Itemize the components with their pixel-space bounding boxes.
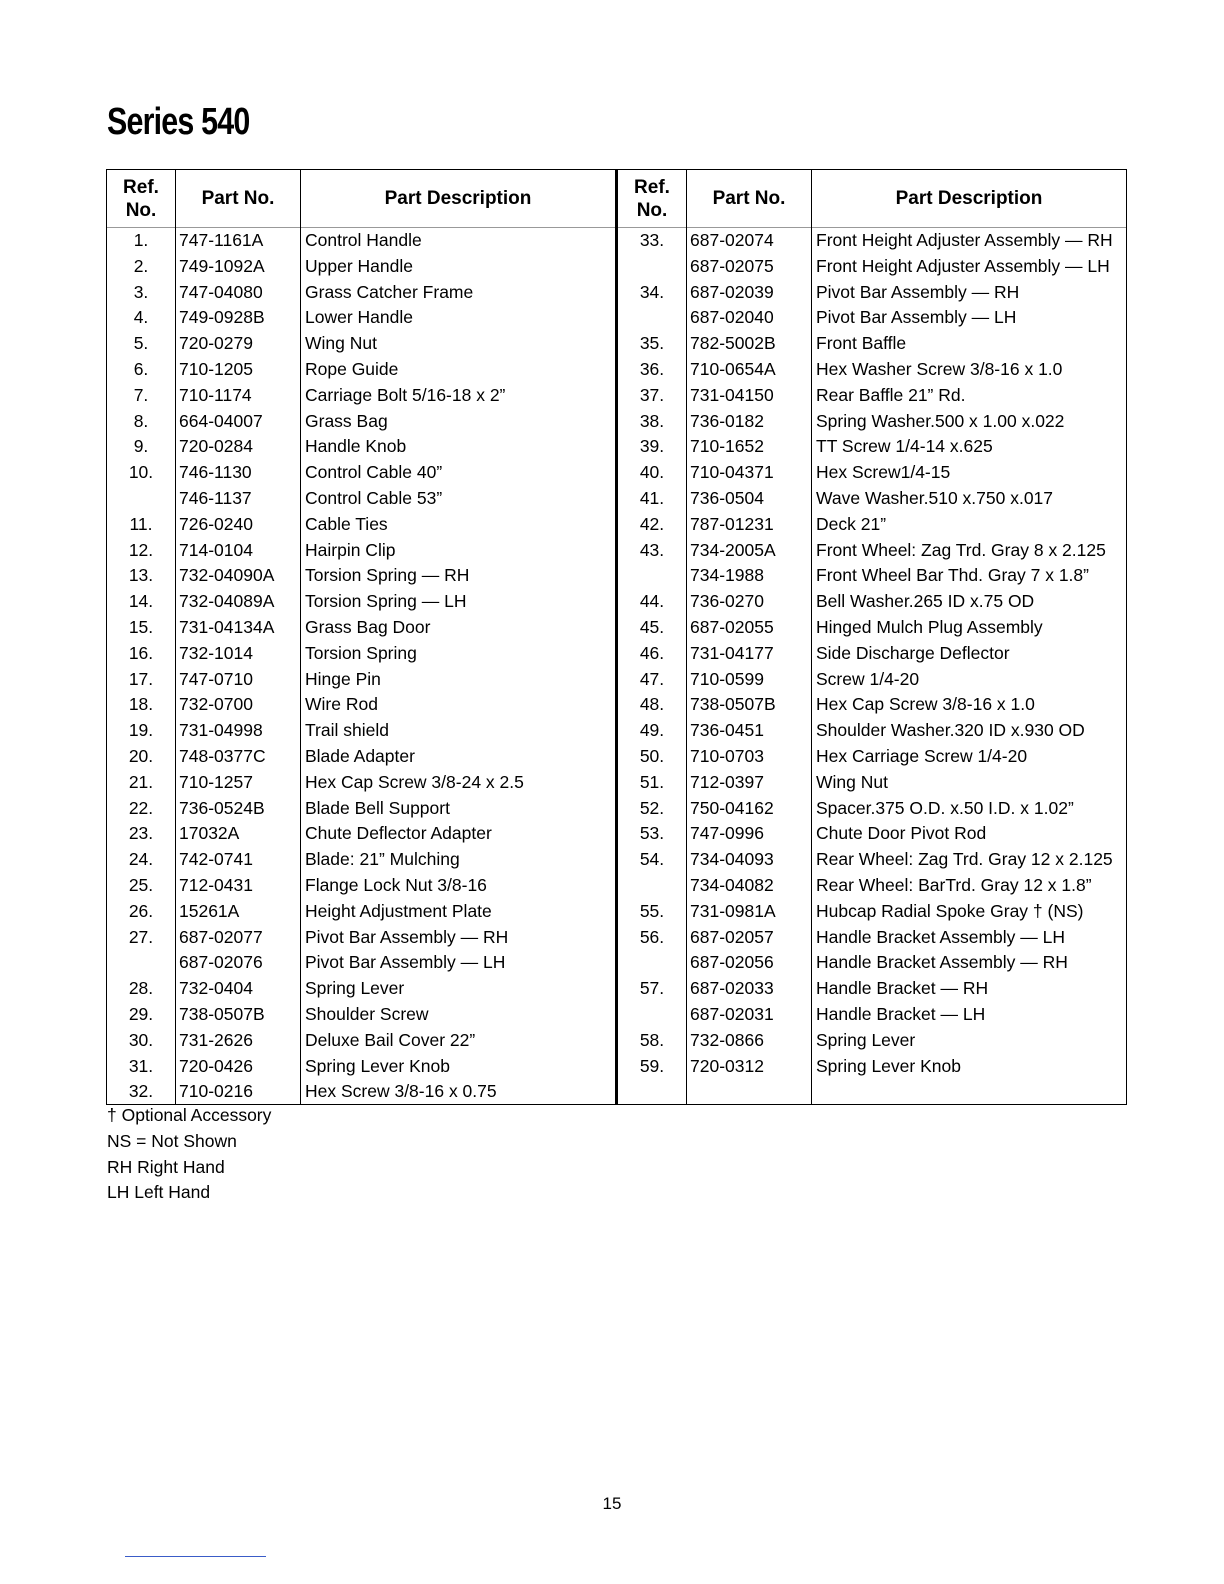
part-no-cell: 687-02057 <box>690 926 774 947</box>
part-description-cell: Lower Handle <box>305 307 413 328</box>
ref-no-cell: 7. <box>133 384 149 405</box>
part-no-cell: 731-2626 <box>179 1029 253 1050</box>
table-row <box>107 280 615 306</box>
part-no-cell: 736-0504 <box>690 487 764 508</box>
table-row <box>107 460 615 486</box>
footnote: LH Left Hand <box>107 1182 211 1203</box>
part-description-cell: Rope Guide <box>305 358 399 379</box>
ref-no-cell: 40. <box>639 462 665 483</box>
part-no-cell: 712-0397 <box>690 771 764 792</box>
part-description-cell: Grass Catcher Frame <box>305 281 474 302</box>
part-description-cell: Spring Lever Knob <box>816 1055 961 1076</box>
table-row <box>618 718 1126 744</box>
part-no-cell: 731-04150 <box>690 384 774 405</box>
part-description-cell: Trail shield <box>305 720 389 741</box>
ref-no-cell: 55. <box>639 900 665 921</box>
part-no-cell: 747-0710 <box>179 668 253 689</box>
table-row <box>618 899 1126 925</box>
table-row <box>107 976 615 1002</box>
ref-no-cell: 54. <box>639 849 665 870</box>
footnote: NS = Not Shown <box>107 1130 237 1151</box>
part-description-cell: Grass Bag <box>305 410 388 431</box>
part-description-cell: Pivot Bar Assembly — RH <box>305 926 509 947</box>
ref-no-cell: 25. <box>128 874 154 895</box>
table-row <box>618 280 1126 306</box>
part-description-cell: Rear Wheel: BarTrd. Gray 12 x 1.8” <box>816 874 1092 895</box>
ref-no-cell: 11. <box>129 513 153 534</box>
part-no-cell: 732-0866 <box>690 1029 764 1050</box>
part-description-cell: Upper Handle <box>305 255 413 276</box>
ref-no-cell: 38. <box>639 410 665 431</box>
ref-no-cell: 31. <box>128 1055 154 1076</box>
part-no-cell: 749-0928B <box>179 307 265 328</box>
part-no-cell: 687-02076 <box>179 952 263 973</box>
header-part-no: Part No. <box>687 170 811 228</box>
part-description-cell: Hex Washer Screw 3/8-16 x 1.0 <box>816 358 1063 379</box>
part-no-cell: 687-02031 <box>690 1003 774 1024</box>
table-row <box>107 1028 615 1054</box>
part-no-cell: 687-02055 <box>690 616 774 637</box>
part-description-cell: Handle Bracket Assembly — LH <box>816 926 1065 947</box>
part-no-cell: 710-04371 <box>690 462 774 483</box>
part-no-cell: 17032A <box>179 823 240 844</box>
part-no-cell: 782-5002B <box>690 333 776 354</box>
table-row <box>618 821 1126 847</box>
part-no-cell: 747-0996 <box>690 823 764 844</box>
part-description-cell: Hex Carriage Screw 1/4-20 <box>816 745 1028 766</box>
table-row <box>618 667 1126 693</box>
ref-no-cell: 16. <box>128 642 154 663</box>
table-row <box>107 925 615 951</box>
page-number: 15 <box>602 1494 622 1513</box>
ref-no-cell: 1. <box>133 230 149 250</box>
part-description-cell: Shoulder Screw <box>305 1003 429 1024</box>
part-no-cell: 787-01231 <box>690 513 774 534</box>
part-no-cell: 749-1092A <box>179 255 265 276</box>
part-description-cell: Spring Lever <box>305 978 405 999</box>
ref-no-cell: 22. <box>128 797 154 818</box>
table-row <box>107 950 615 976</box>
table-row <box>107 538 615 564</box>
table-row <box>107 847 615 873</box>
table-row <box>618 770 1126 796</box>
part-no-cell: 720-0284 <box>179 436 253 457</box>
footnotes <box>107 1103 271 1206</box>
ref-no-cell: 52. <box>639 797 665 818</box>
part-description-cell: Hex Screw 3/8-16 x 0.75 <box>305 1081 497 1102</box>
table-row <box>618 409 1126 435</box>
ref-no-cell: 29. <box>128 1003 154 1024</box>
ref-no-cell: 44. <box>639 591 665 612</box>
part-description-cell: Wing Nut <box>305 333 377 354</box>
table-row <box>618 641 1126 667</box>
table-row <box>618 589 1126 615</box>
table-row <box>107 383 615 409</box>
table-row <box>107 1079 615 1105</box>
table-row <box>107 357 615 383</box>
part-no-cell: 687-02074 <box>690 230 774 250</box>
parts-table <box>106 169 1125 1105</box>
table-row <box>107 228 615 254</box>
part-no-cell: 687-02039 <box>690 281 774 302</box>
part-no-cell: 732-04089A <box>179 591 275 612</box>
table-row <box>618 1054 1126 1080</box>
table-row <box>107 770 615 796</box>
ref-no-cell: 30. <box>128 1029 154 1050</box>
parts-table-right <box>615 169 1127 1105</box>
part-description-cell: Grass Bag Door <box>305 616 431 637</box>
ref-no-cell: 33. <box>639 230 665 250</box>
table-row <box>618 615 1126 641</box>
ref-no-cell: 2. <box>133 255 149 276</box>
left-rows <box>107 228 615 1105</box>
part-no-cell: 731-04177 <box>690 642 774 663</box>
part-no-cell: 738-0507B <box>690 694 776 715</box>
footer-rule <box>125 1556 266 1557</box>
ref-no-cell: 28. <box>128 978 154 999</box>
table-row <box>107 409 615 435</box>
part-no-cell: 710-1174 <box>179 384 252 405</box>
table-row <box>618 847 1126 873</box>
ref-no-cell: 50. <box>639 745 665 766</box>
part-no-cell: 710-0654A <box>690 358 776 379</box>
part-no-cell: 687-02056 <box>690 952 774 973</box>
part-description-cell: Torsion Spring — RH <box>305 565 470 586</box>
table-row <box>107 899 615 925</box>
table-row <box>107 667 615 693</box>
ref-no-cell: 6. <box>133 358 149 379</box>
ref-no-cell: 10. <box>128 462 154 483</box>
table-row <box>618 692 1126 718</box>
ref-no-cell: 27. <box>128 926 154 947</box>
part-no-cell: 732-04090A <box>179 565 275 586</box>
table-row <box>107 1054 615 1080</box>
part-description-cell: Wing Nut <box>816 771 888 792</box>
part-no-cell: 720-0426 <box>179 1055 253 1076</box>
ref-no-cell: 34. <box>639 281 665 302</box>
table-row <box>107 821 615 847</box>
part-no-cell: 664-04007 <box>179 410 263 431</box>
part-no-cell: 747-1161A <box>179 230 264 250</box>
header-part-no: Part No. <box>176 170 300 228</box>
table-row <box>618 383 1126 409</box>
ref-no-cell: 32. <box>128 1081 154 1102</box>
part-no-cell: 736-0182 <box>690 410 764 431</box>
ref-no-cell: 19. <box>128 720 154 741</box>
table-row <box>618 925 1126 951</box>
table-row <box>618 563 1126 589</box>
part-description-cell: Torsion Spring — LH <box>305 591 467 612</box>
part-description-cell: Hubcap Radial Spoke Gray † (NS) <box>816 900 1084 921</box>
part-no-cell: 736-0451 <box>690 720 764 741</box>
part-no-cell: 720-0312 <box>690 1055 764 1076</box>
table-row <box>618 976 1126 1002</box>
ref-no-cell: 36. <box>639 358 665 379</box>
part-description-cell: Front Wheel Bar Thd. Gray 7 x 1.8” <box>816 565 1089 586</box>
part-description-cell: Spring Lever Knob <box>305 1055 450 1076</box>
part-no-cell: 746-1130 <box>179 462 252 483</box>
part-description-cell: Screw 1/4-20 <box>816 668 920 689</box>
ref-no-cell: 18. <box>128 694 154 715</box>
part-description-cell: Hex Cap Screw 3/8-24 x 2.5 <box>305 771 524 792</box>
part-description-cell: Height Adjustment Plate <box>305 900 492 921</box>
part-no-cell: 687-02033 <box>690 978 774 999</box>
part-description-cell: Deluxe Bail Cover 22” <box>305 1029 476 1050</box>
ref-no-cell: 51. <box>639 771 665 792</box>
part-no-cell: 726-0240 <box>179 513 253 534</box>
footnote: RH Right Hand <box>107 1156 225 1177</box>
table-row <box>618 434 1126 460</box>
part-description-cell: Pivot Bar Assembly — LH <box>305 952 506 973</box>
part-no-cell: 732-0700 <box>179 694 253 715</box>
part-no-cell: 710-1652 <box>690 436 764 457</box>
ref-no-cell: 15. <box>128 616 154 637</box>
table-row <box>618 1002 1126 1028</box>
ref-no-cell: 14. <box>128 591 154 612</box>
part-description-cell: TT Screw 1/4-14 x.625 <box>816 436 993 457</box>
table-row <box>618 357 1126 383</box>
part-description-cell: Front Height Adjuster Assembly — LH <box>816 255 1110 276</box>
ref-no-cell: 46. <box>639 642 665 663</box>
table-row <box>107 589 615 615</box>
part-description-cell: Pivot Bar Assembly — LH <box>816 307 1017 328</box>
ref-no-cell: 53. <box>639 823 665 844</box>
part-no-cell: 750-04162 <box>690 797 774 818</box>
part-no-cell: 15261A <box>179 900 240 921</box>
ref-no-cell: 58. <box>639 1029 665 1050</box>
ref-no-cell: 45. <box>639 616 665 637</box>
table-row <box>618 538 1126 564</box>
part-no-cell: 734-2005A <box>690 539 776 560</box>
part-description-cell: Handle Bracket — LH <box>816 1003 986 1024</box>
table-row <box>107 1002 615 1028</box>
ref-no-cell: 4. <box>133 307 149 328</box>
part-no-cell: 731-0981A <box>690 900 776 921</box>
ref-no-cell: 3. <box>133 281 149 302</box>
table-row <box>618 512 1126 538</box>
part-description-cell: Spacer.375 O.D. x.50 I.D. x 1.02” <box>816 797 1074 818</box>
parts-table-left <box>106 169 616 1105</box>
part-description-cell: Hairpin Clip <box>305 539 396 560</box>
part-no-cell: 748-0377C <box>179 745 266 766</box>
table-row <box>618 228 1126 254</box>
right-rows <box>618 228 1126 1079</box>
ref-no-cell: 12. <box>128 539 154 560</box>
part-no-cell: 720-0279 <box>179 333 253 354</box>
part-no-cell: 731-04998 <box>179 720 263 741</box>
table-row <box>618 950 1126 976</box>
table-row <box>107 254 615 280</box>
part-description-cell: Control Handle <box>305 230 422 250</box>
part-no-cell: 734-04093 <box>690 849 774 870</box>
part-description-cell: Chute Deflector Adapter <box>305 823 492 844</box>
ref-no-cell: 26. <box>128 900 154 921</box>
table-row <box>618 1028 1126 1054</box>
ref-no-cell: 24. <box>128 849 154 870</box>
ref-no-cell: 42. <box>639 513 665 534</box>
table-row <box>107 615 615 641</box>
part-description-cell: Front Height Adjuster Assembly — RH <box>816 230 1113 250</box>
header-part-description: Part Description <box>812 170 1126 228</box>
ref-no-cell: 59. <box>639 1055 665 1076</box>
table-row <box>618 460 1126 486</box>
table-row <box>107 873 615 899</box>
part-description-cell: Wave Washer.510 x.750 x.017 <box>816 487 1054 508</box>
table-row <box>107 331 615 357</box>
part-no-cell: 710-0216 <box>179 1081 253 1102</box>
ref-no-cell: 56. <box>639 926 665 947</box>
part-description-cell: Handle Knob <box>305 436 407 457</box>
table-row <box>107 744 615 770</box>
table-row <box>107 486 615 512</box>
ref-no-cell: 13. <box>128 565 154 586</box>
table-row <box>618 486 1126 512</box>
header-ref-no: Ref. No. <box>107 170 175 228</box>
part-description-cell: Chute Door Pivot Rod <box>816 823 987 844</box>
part-description-cell: Handle Bracket — RH <box>816 978 989 999</box>
part-description-cell: Bell Washer.265 ID x.75 OD <box>816 591 1035 612</box>
part-description-cell: Carriage Bolt 5/16-18 x 2” <box>305 384 506 405</box>
part-description-cell: Front Wheel: Zag Trd. Gray 8 x 2.125 <box>816 539 1106 560</box>
part-no-cell: 714-0104 <box>179 539 253 560</box>
part-no-cell: 687-02040 <box>690 307 774 328</box>
part-no-cell: 710-0599 <box>690 668 764 689</box>
table-row <box>618 331 1126 357</box>
part-description-cell: Control Cable 40” <box>305 462 443 483</box>
ref-no-cell: 37. <box>639 384 665 405</box>
table-row <box>107 796 615 822</box>
part-description-cell: Hex Cap Screw 3/8-16 x 1.0 <box>816 694 1035 715</box>
part-description-cell: Blade Adapter <box>305 745 415 766</box>
table-row <box>107 434 615 460</box>
part-no-cell: 734-1988 <box>690 565 764 586</box>
part-no-cell: 738-0507B <box>179 1003 265 1024</box>
page-title: Series 540 <box>107 101 250 143</box>
part-description-cell: Deck 21” <box>816 513 887 534</box>
part-no-cell: 687-02077 <box>179 926 263 947</box>
header-part-description: Part Description <box>301 170 615 228</box>
table-row <box>107 305 615 331</box>
ref-no-cell: 48. <box>639 694 665 715</box>
part-no-cell: 732-0404 <box>179 978 253 999</box>
part-description-cell: Shoulder Washer.320 ID x.930 OD <box>816 720 1085 741</box>
table-row <box>618 305 1126 331</box>
part-description-cell: Control Cable 53” <box>305 487 443 508</box>
part-description-cell: Side Discharge Deflector <box>816 642 1010 663</box>
ref-no-cell: 5. <box>133 333 149 354</box>
table-row <box>618 254 1126 280</box>
part-no-cell: 710-1205 <box>179 358 253 379</box>
ref-no-cell: 57. <box>639 978 665 999</box>
part-no-cell: 731-04134A <box>179 616 275 637</box>
part-no-cell: 736-0524B <box>179 797 265 818</box>
table-row <box>618 873 1126 899</box>
part-no-cell: 746-1137 <box>179 487 252 508</box>
part-description-cell: Pivot Bar Assembly — RH <box>816 281 1020 302</box>
part-description-cell: Torsion Spring <box>305 642 417 663</box>
part-description-cell: Cable Ties <box>305 513 388 534</box>
part-description-cell: Hex Screw1/4-15 <box>816 462 951 483</box>
ref-no-cell: 8. <box>133 410 149 431</box>
part-description-cell: Spring Lever <box>816 1029 916 1050</box>
table-row <box>107 512 615 538</box>
part-description-cell: Rear Baffle 21” Rd. <box>816 384 966 405</box>
ref-no-cell: 9. <box>133 436 149 457</box>
footnote: † Optional Accessory <box>107 1105 272 1125</box>
table-row <box>107 718 615 744</box>
ref-no-cell: 23. <box>128 823 154 844</box>
part-description-cell: Handle Bracket Assembly — RH <box>816 952 1068 973</box>
ref-no-cell: 43. <box>639 539 665 560</box>
part-description-cell: Wire Rod <box>305 694 378 715</box>
part-no-cell: 710-0703 <box>690 745 764 766</box>
part-description-cell: Front Baffle <box>816 333 907 354</box>
part-description-cell: Blade: 21” Mulching <box>305 849 460 870</box>
ref-no-cell: 20. <box>128 745 154 766</box>
header-ref-no: Ref. No. <box>618 170 686 228</box>
ref-no-cell: 21. <box>128 771 154 792</box>
part-no-cell: 712-0431 <box>179 874 253 895</box>
part-no-cell: 736-0270 <box>690 591 764 612</box>
ref-no-cell: 17. <box>128 668 154 689</box>
part-description-cell: Blade Bell Support <box>305 797 450 818</box>
part-description-cell: Hinge Pin <box>305 668 381 689</box>
part-no-cell: 732-1014 <box>179 642 253 663</box>
part-description-cell: Hinged Mulch Plug Assembly <box>816 616 1043 637</box>
part-description-cell: Flange Lock Nut 3/8-16 <box>305 874 487 895</box>
part-no-cell: 687-02075 <box>690 255 774 276</box>
ref-no-cell: 41. <box>639 487 665 508</box>
ref-no-cell: 35. <box>639 333 665 354</box>
ref-no-cell: 39. <box>639 436 665 457</box>
table-row <box>107 692 615 718</box>
table-row <box>107 563 615 589</box>
part-no-cell: 742-0741 <box>179 849 253 870</box>
ref-no-cell: 49. <box>639 720 665 741</box>
part-no-cell: 734-04082 <box>690 874 774 895</box>
table-row <box>618 796 1126 822</box>
table-row <box>107 641 615 667</box>
table-row <box>618 744 1126 770</box>
part-description-cell: Spring Washer.500 x 1.00 x.022 <box>816 410 1065 431</box>
part-no-cell: 747-04080 <box>179 281 263 302</box>
ref-no-cell: 47. <box>639 668 665 689</box>
part-description-cell: Rear Wheel: Zag Trd. Gray 12 x 2.125 <box>816 849 1113 870</box>
part-no-cell: 710-1257 <box>179 771 253 792</box>
